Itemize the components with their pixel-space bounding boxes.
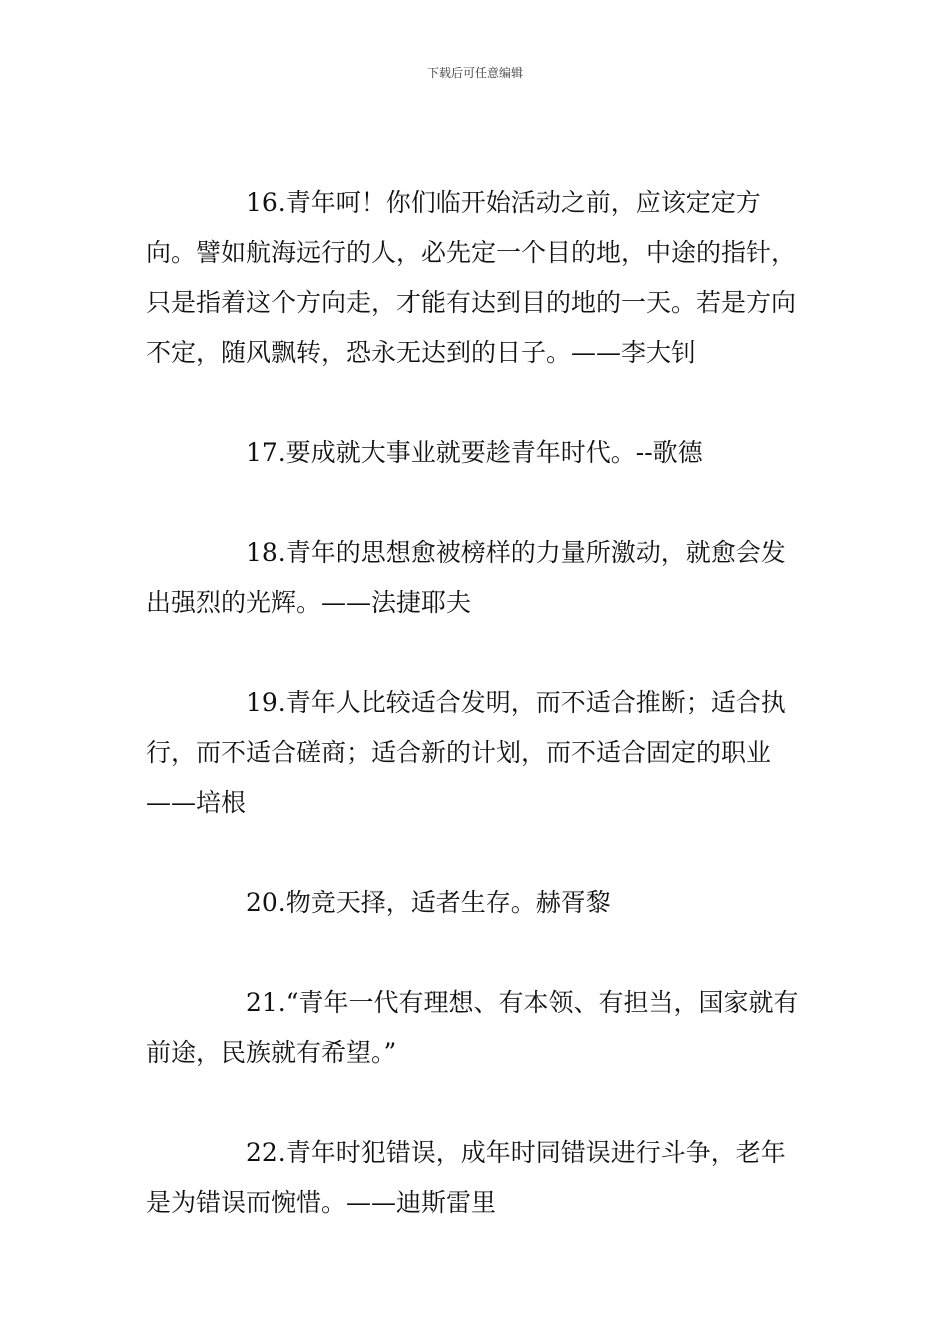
quote-paragraph-16: 16.青年呵！你们临开始活动之前，应该定定方向。譬如航海远行的人，必先定一个目的地，中途的指针，只是指着这个方向走，才能有达到目的地的一天。若是方向不定，随风飘转，恐永无达到的日子。——李大钊 xyxy=(146,188,797,367)
quote-paragraph-20: 20.物竞天择，适者生存。赫胥黎 xyxy=(246,888,611,917)
document-body xyxy=(146,178,810,1278)
quote-paragraph-18: 18.青年的思想愈被榜样的力量所激动，就愈会发出强烈的光辉。——法捷耶夫 xyxy=(146,538,786,617)
quote-paragraph-21: 21.“青年一代有理想、有本领、有担当，国家就有前途，民族就有希望。” xyxy=(146,988,799,1067)
quote-paragraph-17: 17.要成就大事业就要趁青年时代。--歌德 xyxy=(246,438,703,467)
quote-paragraph-22: 22.青年时犯错误，成年时同错误进行斗争，老年是为错误而惋惜。——迪斯雷里 xyxy=(146,1138,786,1217)
quote-paragraph-19: 19.青年人比较适合发明，而不适合推断；适合执行，而不适合磋商；适合新的计划，而不适合固定的职业——培根 xyxy=(146,688,786,817)
page-header: 下载后可任意编辑 xyxy=(426,66,523,80)
